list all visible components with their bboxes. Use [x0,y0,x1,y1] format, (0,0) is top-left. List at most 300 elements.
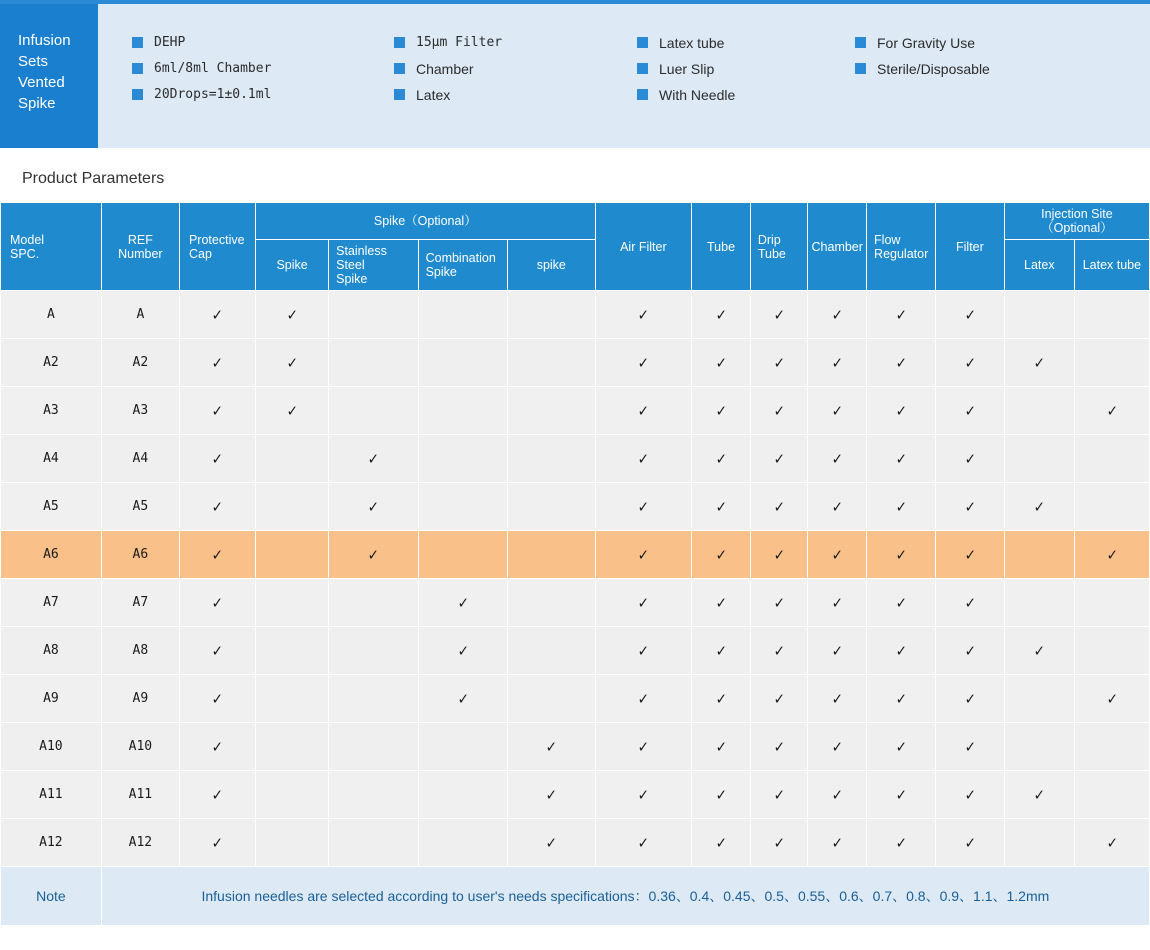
check-mark-icon: ✓ [831,545,843,564]
cell-tube [692,339,751,387]
bullet-square-icon [855,37,866,48]
cell-combination-spike [418,291,507,339]
cell-air-filter [595,771,692,819]
cell-stainless-steel-spike [329,579,418,627]
check-mark-icon: ✓ [831,689,843,708]
table-header-row-1 [1,203,1150,240]
cell-air-filter [595,435,692,483]
check-mark-icon: ✓ [964,833,976,852]
cell-protective-cap [179,483,255,531]
cell-combination-spike [418,483,507,531]
check-mark-icon: ✓ [1033,785,1045,804]
cell-filter [935,579,1004,627]
check-mark-icon: ✓ [211,305,224,324]
cell-protective-cap [179,819,255,867]
cell-spike [256,627,329,675]
cell-filter [935,675,1004,723]
check-mark-icon: ✓ [545,785,557,804]
header-flow-line2: Regulator [874,246,929,261]
cell-flow-regulator [867,387,936,435]
cell-flow-regulator [867,723,936,771]
cell-latex [1004,531,1074,579]
cell-protective-cap [179,675,255,723]
check-mark-icon: ✓ [895,401,907,420]
cell-air-filter [595,723,692,771]
cell-tube [692,435,751,483]
cell-spike-lower [508,291,595,339]
feature-column-2 [394,34,637,148]
check-mark-icon: ✓ [715,641,727,660]
cell-model: A4 [1,435,102,483]
cell-latex [1004,675,1074,723]
check-mark-icon: ✓ [1106,401,1118,420]
check-mark-icon: ✓ [895,497,907,516]
cell-combination-spike [418,435,507,483]
header-combination-spike [418,240,507,291]
product-parameters-table [0,202,1150,926]
cell-drip-tube [750,579,808,627]
cell-chamber [808,435,867,483]
check-mark-icon: ✓ [773,689,785,708]
table-row [1,579,1150,627]
table-row [1,291,1150,339]
cell-stainless-steel-spike [329,723,418,771]
cell-stainless-steel-spike [329,387,418,435]
check-mark-icon: ✓ [545,833,557,852]
check-mark-icon: ✓ [831,833,843,852]
feature-column-3 [637,34,855,148]
bullet-square-icon [394,63,405,74]
cell-combination-spike [418,627,507,675]
cell-filter [935,627,1004,675]
cell-latex [1004,291,1074,339]
cell-tube [692,819,751,867]
header-filter: Filter [935,203,1004,291]
feature-label: Luer Slip [659,61,715,77]
header-tube: Tube [692,203,751,291]
banner-title-line-1: Infusion [18,32,71,49]
cell-spike-lower [508,339,595,387]
table-body [1,291,1150,926]
feature-item [637,34,855,52]
check-mark-icon: ✓ [895,449,907,468]
cell-latex-tube [1074,819,1149,867]
cell-chamber [808,531,867,579]
cell-flow-regulator [867,483,936,531]
cell-flow-regulator [867,627,936,675]
header-air-filter: Air Filter [595,203,692,291]
cell-air-filter [595,291,692,339]
note-label: Note [1,867,102,926]
feature-item [394,60,637,78]
check-mark-icon: ✓ [773,449,785,468]
cell-drip-tube [750,531,808,579]
check-mark-icon: ✓ [211,401,224,420]
header-combination-line2: Spike [425,265,457,279]
cell-spike-lower [508,675,595,723]
note-row [1,867,1150,926]
feature-item [132,60,394,78]
check-mark-icon: ✓ [1106,689,1118,708]
cell-air-filter [595,627,692,675]
cell-protective-cap [179,579,255,627]
header-injection-line2: （Optional） [1041,221,1113,235]
check-mark-icon: ✓ [715,689,727,708]
cell-combination-spike [418,339,507,387]
cell-chamber [808,483,867,531]
check-mark-icon: ✓ [637,497,650,516]
cell-drip-tube [750,819,808,867]
check-mark-icon: ✓ [715,785,727,804]
cell-model: A12 [1,819,102,867]
cell-flow-regulator [867,291,936,339]
cell-air-filter [595,675,692,723]
cell-spike [256,291,329,339]
check-mark-icon: ✓ [773,833,785,852]
cell-latex [1004,771,1074,819]
cell-stainless-steel-spike [329,819,418,867]
check-mark-icon: ✓ [895,353,907,372]
check-mark-icon: ✓ [1106,545,1118,564]
cell-ref-number: A [101,291,179,339]
cell-stainless-steel-spike [329,483,418,531]
cell-drip-tube [750,291,808,339]
feature-label: With Needle [659,87,736,103]
feature-label: Sterile/Disposable [877,61,990,77]
header-chamber: Chamber [808,203,867,291]
cell-chamber [808,339,867,387]
header-stainless-line1: Stainless [336,244,387,258]
check-mark-icon: ✓ [895,689,907,708]
check-mark-icon: ✓ [211,737,224,756]
check-mark-icon: ✓ [831,449,843,468]
feature-item [132,34,394,52]
cell-spike [256,531,329,579]
check-mark-icon: ✓ [895,641,907,660]
feature-label: Latex [416,87,451,103]
cell-latex-tube [1074,339,1149,387]
check-mark-icon: ✓ [211,641,224,660]
check-mark-icon: ✓ [895,545,907,564]
cell-ref-number: A7 [101,579,179,627]
cell-flow-regulator [867,435,936,483]
feature-item [637,86,855,104]
check-mark-icon: ✓ [286,305,298,324]
header-drip-line1: Drip [757,232,781,247]
bullet-square-icon [637,63,648,74]
cell-latex [1004,387,1074,435]
cell-model: A8 [1,627,102,675]
feature-item [855,34,1075,52]
cell-protective-cap [179,627,255,675]
cell-ref-number: A6 [101,531,179,579]
cell-air-filter [595,819,692,867]
cell-filter [935,531,1004,579]
bullet-square-icon [855,63,866,74]
header-flow-regulator [867,203,936,291]
cell-spike [256,723,329,771]
cell-model: A7 [1,579,102,627]
cell-stainless-steel-spike [329,675,418,723]
cell-filter [935,387,1004,435]
check-mark-icon: ✓ [895,785,907,804]
cell-chamber [808,627,867,675]
cell-ref-number: A10 [101,723,179,771]
banner-title [0,4,98,148]
header-drip-tube [750,203,808,291]
header-model [1,203,102,291]
check-mark-icon: ✓ [637,545,650,564]
header-model-line1: Model [10,232,45,247]
feature-label: Chamber [416,61,474,77]
cell-ref-number: A8 [101,627,179,675]
cell-filter [935,723,1004,771]
cell-spike [256,819,329,867]
check-mark-icon: ✓ [211,545,224,564]
check-mark-icon: ✓ [715,545,727,564]
check-mark-icon: ✓ [211,497,224,516]
check-mark-icon: ✓ [637,641,650,660]
check-mark-icon: ✓ [831,785,843,804]
cell-ref-number: A4 [101,435,179,483]
cell-protective-cap [179,339,255,387]
check-mark-icon: ✓ [1033,641,1045,660]
cell-combination-spike [418,723,507,771]
cell-spike [256,339,329,387]
check-mark-icon: ✓ [964,689,976,708]
check-mark-icon: ✓ [715,593,727,612]
table-head [1,203,1150,291]
check-mark-icon: ✓ [715,737,727,756]
cell-ref-number: A2 [101,339,179,387]
cell-latex [1004,723,1074,771]
banner-title-line-4: Spike [18,95,56,112]
cell-tube [692,723,751,771]
check-mark-icon: ✓ [895,737,907,756]
cell-latex [1004,483,1074,531]
check-mark-icon: ✓ [773,737,785,756]
cell-model: A3 [1,387,102,435]
check-mark-icon: ✓ [1033,497,1045,516]
cell-protective-cap [179,723,255,771]
check-mark-icon: ✓ [831,353,843,372]
cell-stainless-steel-spike [329,435,418,483]
header-drip-line2: Tube [757,246,786,261]
check-mark-icon: ✓ [773,353,785,372]
check-mark-icon: ✓ [964,785,976,804]
check-mark-icon: ✓ [831,305,843,324]
check-mark-icon: ✓ [773,593,785,612]
cell-stainless-steel-spike [329,531,418,579]
check-mark-icon: ✓ [715,833,727,852]
cell-spike [256,387,329,435]
cell-flow-regulator [867,531,936,579]
cell-ref-number: A9 [101,675,179,723]
check-mark-icon: ✓ [211,353,224,372]
check-mark-icon: ✓ [367,449,380,468]
cell-stainless-steel-spike [329,339,418,387]
cell-model: A11 [1,771,102,819]
cell-protective-cap [179,387,255,435]
table-row [1,771,1150,819]
check-mark-icon: ✓ [211,449,224,468]
cell-stainless-steel-spike [329,771,418,819]
cell-tube [692,387,751,435]
check-mark-icon: ✓ [637,305,650,324]
check-mark-icon: ✓ [964,497,976,516]
cell-spike-lower [508,387,595,435]
cell-drip-tube [750,675,808,723]
cell-latex [1004,435,1074,483]
cell-protective-cap [179,435,255,483]
cell-filter [935,483,1004,531]
cell-drip-tube [750,435,808,483]
cell-filter [935,339,1004,387]
feature-column-1 [132,34,394,148]
cell-spike-lower [508,435,595,483]
cell-air-filter [595,579,692,627]
check-mark-icon: ✓ [457,641,469,660]
feature-item [132,86,394,104]
cell-latex-tube [1074,723,1149,771]
cell-flow-regulator [867,771,936,819]
header-stainless-line2: Steel [336,258,365,272]
cell-spike-lower [508,771,595,819]
cell-chamber [808,819,867,867]
banner-title-line-3: Vented [18,74,65,91]
product-banner [0,0,1150,148]
check-mark-icon: ✓ [773,641,785,660]
cell-combination-spike [418,819,507,867]
header-flow-line1: Flow [874,232,901,247]
cell-latex-tube [1074,435,1149,483]
cell-latex [1004,579,1074,627]
cell-air-filter [595,387,692,435]
cell-tube [692,291,751,339]
cell-drip-tube [750,771,808,819]
cell-air-filter [595,483,692,531]
cell-spike [256,579,329,627]
cell-latex-tube [1074,675,1149,723]
check-mark-icon: ✓ [895,305,907,324]
header-injection-site-group [1004,203,1149,240]
page-title: Product Parameters [22,170,165,187]
cell-model: A5 [1,483,102,531]
check-mark-icon: ✓ [964,737,976,756]
cell-drip-tube [750,387,808,435]
header-latex-tube: Latex tube [1074,240,1149,291]
cell-protective-cap [179,531,255,579]
check-mark-icon: ✓ [637,593,650,612]
table-row [1,723,1150,771]
cell-model: A2 [1,339,102,387]
feature-label: For Gravity Use [877,35,976,51]
cell-tube [692,627,751,675]
header-ref-number [101,203,179,291]
cell-spike [256,675,329,723]
cell-latex-tube [1074,387,1149,435]
header-stainless-steel-spike [329,240,418,291]
cell-tube [692,579,751,627]
check-mark-icon: ✓ [211,833,224,852]
check-mark-icon: ✓ [964,593,976,612]
cell-flow-regulator [867,339,936,387]
check-mark-icon: ✓ [831,401,843,420]
cell-drip-tube [750,723,808,771]
header-cap-line1: Protective [188,232,245,247]
table-row [1,531,1150,579]
header-protective-cap [179,203,255,291]
check-mark-icon: ✓ [211,689,224,708]
cell-protective-cap [179,771,255,819]
cell-chamber [808,579,867,627]
cell-protective-cap [179,291,255,339]
cell-tube [692,771,751,819]
header-model-line2: SPC. [10,246,40,261]
check-mark-icon: ✓ [1033,353,1045,372]
cell-latex-tube [1074,483,1149,531]
check-mark-icon: ✓ [1106,833,1118,852]
cell-flow-regulator [867,819,936,867]
cell-combination-spike [418,579,507,627]
header-spike: Spike [256,240,329,291]
check-mark-icon: ✓ [831,497,843,516]
cell-chamber [808,291,867,339]
cell-chamber [808,675,867,723]
check-mark-icon: ✓ [637,737,650,756]
check-mark-icon: ✓ [773,497,785,516]
cell-tube [692,483,751,531]
check-mark-icon: ✓ [964,449,976,468]
cell-combination-spike [418,771,507,819]
table-row [1,675,1150,723]
cell-spike [256,483,329,531]
cell-model: A6 [1,531,102,579]
header-spike-lower: spike [508,240,595,291]
bullet-square-icon [637,37,648,48]
cell-flow-regulator [867,579,936,627]
cell-filter [935,819,1004,867]
table-row [1,819,1150,867]
check-mark-icon: ✓ [457,593,469,612]
check-mark-icon: ✓ [715,497,727,516]
check-mark-icon: ✓ [211,593,224,612]
bullet-square-icon [132,63,143,74]
header-ref-line1: REF [127,232,153,247]
check-mark-icon: ✓ [964,641,976,660]
check-mark-icon: ✓ [964,401,976,420]
cell-spike [256,771,329,819]
cell-spike-lower [508,723,595,771]
feature-item [855,60,1075,78]
cell-spike-lower [508,483,595,531]
table-row [1,483,1150,531]
check-mark-icon: ✓ [773,785,785,804]
banner-title-line-2: Sets [18,53,49,70]
check-mark-icon: ✓ [211,785,224,804]
cell-air-filter [595,339,692,387]
bullet-square-icon [132,89,143,100]
check-mark-icon: ✓ [457,689,469,708]
cell-tube [692,531,751,579]
feature-columns [98,4,1150,148]
check-mark-icon: ✓ [773,305,785,324]
cell-ref-number: A11 [101,771,179,819]
feature-label: DEHP [154,35,186,50]
feature-item [394,86,637,104]
cell-latex-tube [1074,627,1149,675]
check-mark-icon: ✓ [773,545,785,564]
